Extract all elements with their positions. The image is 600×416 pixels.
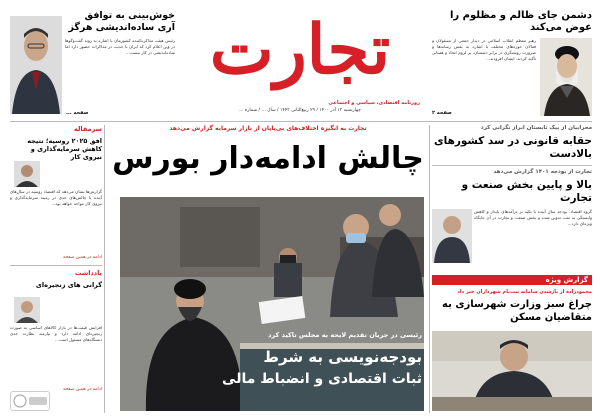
story2-kicker: تجارت از بودجه ۱۴۰۱ گزارش می‌دهد [493, 169, 592, 175]
top-right-body: رهبر معظم انقلاب اسلامی در دیدار جمعی از مسئولان و فعالان حوزه‌های مختلف با اشاره به نقش رسانه‌ها و ضرورت روشنگری در برابر دشمنان، بر لزوم اتحاد و همدلی تأکید کردند. ایشان افزودند... [432, 38, 536, 61]
center-column [108, 125, 428, 413]
note-headline[interactable]: گرانی های زنجیره‌ای [35, 281, 102, 289]
top-right-page-ref[interactable]: صفحه ۲ [432, 110, 452, 116]
story1-headline[interactable]: حقابه قانونی در سد کشورهای بالادست [434, 135, 592, 160]
left-col-separator [104, 125, 105, 413]
story3-kicker: محمودزاده از بازشدن سامانه ثبت‌نام شهرداران خبر داد [457, 289, 592, 295]
story2-photo [432, 209, 472, 263]
story2-headline[interactable]: بالا و پایین بخش صنعت و تجارت [461, 179, 592, 204]
portrait-illustration [10, 16, 62, 114]
editorial-headline[interactable]: افق ۲۰۲۵ روسیه؛ نتیجه کاهش سرمایه‌گذاری و نیروی کار [27, 137, 102, 161]
right-col-separator [429, 125, 430, 413]
watermark-logo [10, 391, 50, 411]
note-author-photo [14, 297, 40, 323]
story2-body: گروه اقتصاد: بودجه سال آینده با تکیه بر درآمدهای پایدار و کاهش وابستگی به نفت تدوین شده و بخش صنعت و تجارت در آن جایگاه ویژه‌ای دارد... [474, 209, 592, 226]
right-divider-1 [432, 165, 592, 166]
negotiator-photo [10, 16, 62, 114]
leader-photo [540, 38, 592, 116]
top-right-headline: دشمن جای ظالم و مظلوم را عوض می‌کند [450, 10, 592, 33]
top-left-page-ref[interactable]: صفحه ... [66, 110, 89, 116]
editorial-label: سرمقاله [74, 125, 102, 133]
left-column [10, 125, 102, 413]
portrait-illustration [432, 331, 592, 411]
main-headline[interactable]: چالش ادامه‌دار بورس [112, 141, 424, 176]
masthead-divider [10, 121, 592, 122]
story3-headline[interactable]: چراغ سبز وزارت شهرسازی به متقاضیان مسکن [442, 299, 592, 323]
editorial-author-photo [14, 161, 40, 187]
note-label: یادداشت [74, 269, 102, 277]
author-icon [14, 297, 40, 323]
photo-headline-1[interactable]: بودجه‌نویسی به شرط [263, 348, 422, 366]
watermark-icon [11, 392, 51, 410]
masthead-logo: تجارت [209, 10, 391, 90]
right-column [432, 125, 592, 413]
special-report-label: گزارش ویژه [432, 275, 592, 285]
minister-photo [432, 331, 592, 411]
note-body: افزایش قیمت‌ها در بازار کالاهای اساسی به صورت زنجیره‌ای ادامه دارد و نیازمند نظارت جدی دستگاه‌های مسئول است... [10, 325, 102, 342]
top-right-story[interactable] [432, 10, 592, 118]
photo-caption-kicker: رئیسی در جریان تقدیم لایحه به مجلس تاکید کرد [268, 331, 422, 339]
top-left-body: رئیس هیئت مذاکره‌کننده کشورمان با اشاره به روند گفت‌وگوها در وین اعلام کرد که ایران با جدیت در مذاکرات حضور دارد اما ساده‌اندیشی در کار نیست... [65, 38, 175, 55]
main-kicker: تجارت به انگیزه اختلاف‌های بی‌پایان از بازار سرمایه گزارش می‌دهد [169, 125, 367, 132]
top-left-headline: خوش‌بینی به توافق آری ساده‌اندیشی هرگز [68, 10, 175, 33]
photo-headline-2[interactable]: ثبات اقتصادی و انضباط مالی [222, 371, 422, 387]
masthead-date: چهارشنبه ۱۳ آذر ۱۴۰۰ / ۲۹ ربیع‌الثانی ۱۴۴۳ / سال ... / شماره ... [239, 108, 361, 113]
author-icon [14, 161, 40, 187]
left-divider [10, 265, 102, 266]
editorial-ref[interactable]: ادامه در همین صفحه [63, 255, 102, 260]
masthead [180, 8, 420, 120]
story1-kicker: محرابیان از پیک تابستان ابراز نگرانی کرد [480, 125, 592, 131]
portrait-illustration [540, 38, 592, 116]
portrait-illustration [432, 209, 472, 263]
masthead-subtitle: روزنامه اقتصادی، سیاسی و اجتماعی [328, 100, 420, 106]
editorial-body: گزارش‌ها نشان می‌دهد که اقتصاد روسیه در سال‌های آینده با چالش‌های جدی در زمینه سرمایه‌گذاری و نیروی کار مواجه خواهد بود... [10, 189, 102, 206]
top-left-story[interactable] [10, 10, 175, 118]
note-ref[interactable]: ادامه در همین صفحه [63, 387, 102, 392]
